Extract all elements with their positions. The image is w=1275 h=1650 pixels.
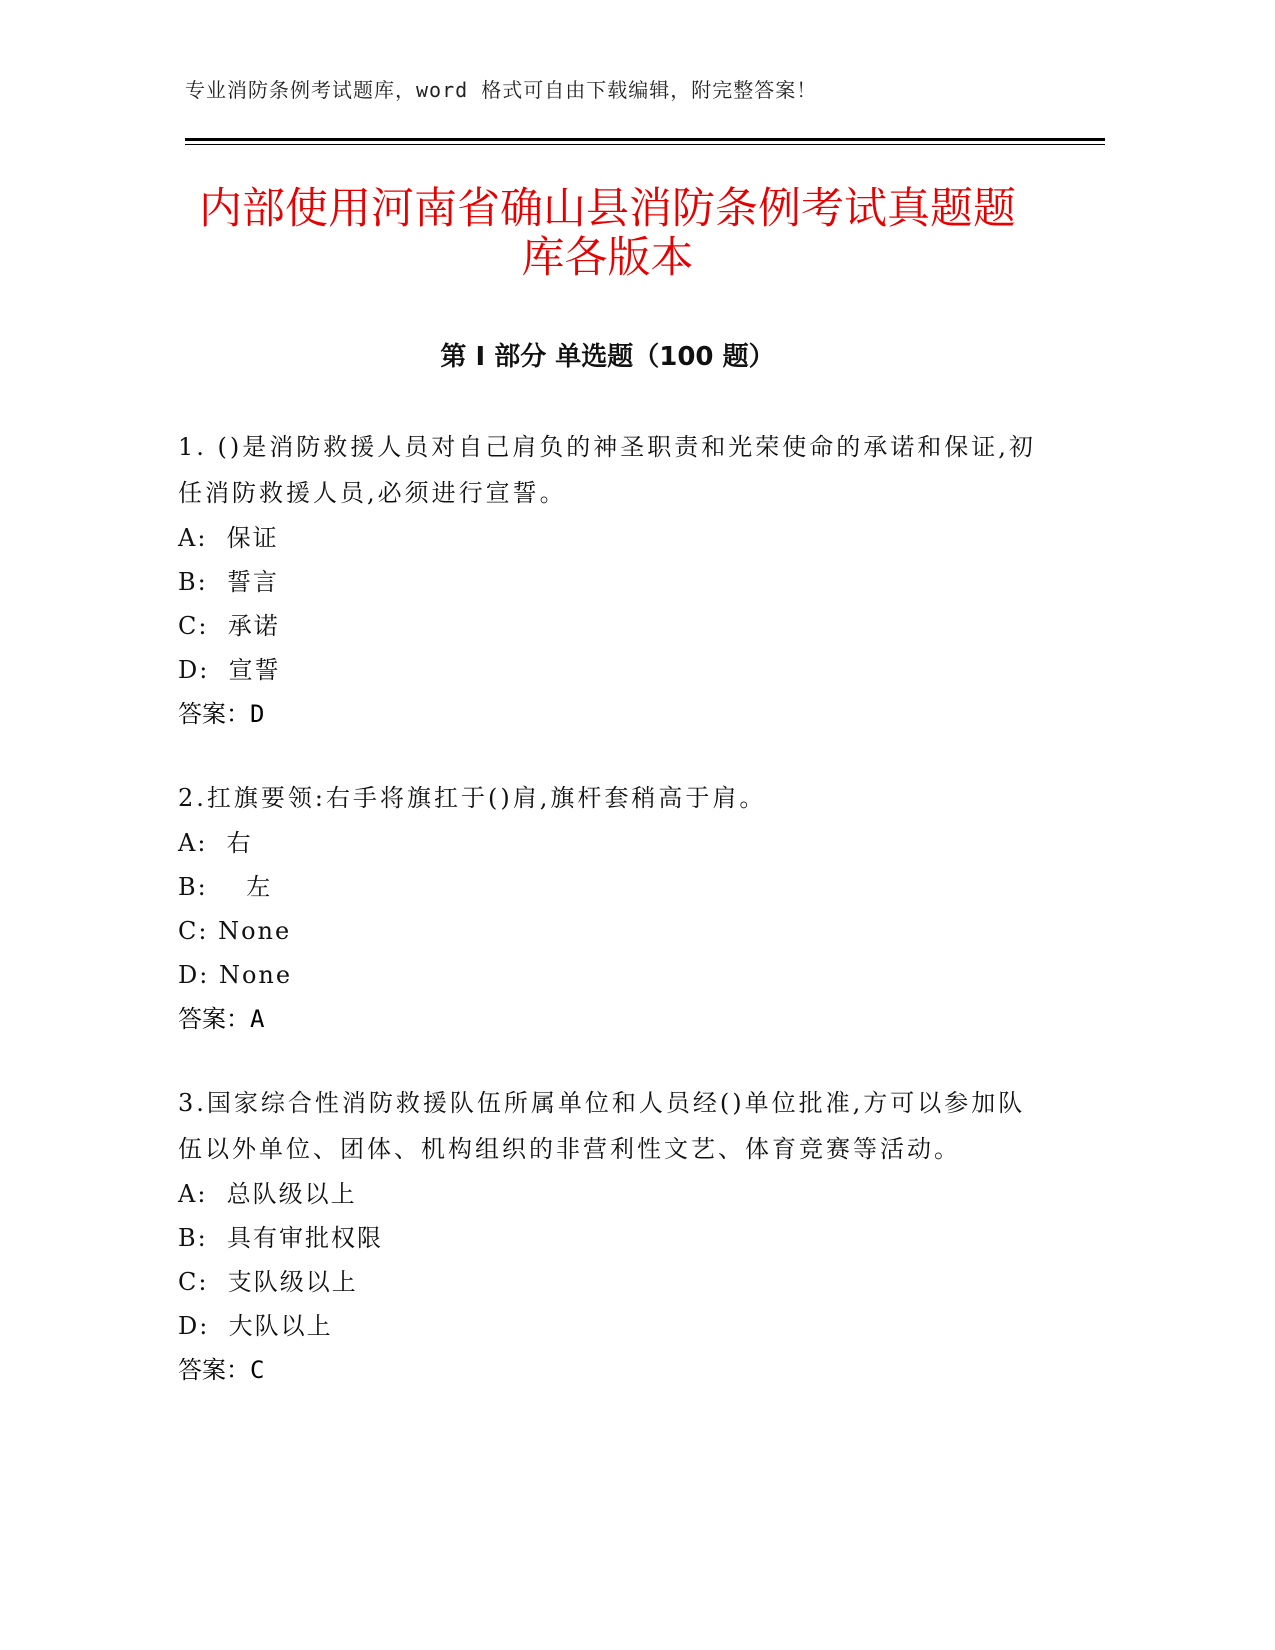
option-a: A: 保证 (178, 524, 279, 552)
answer-label: 答案： (178, 700, 250, 728)
answer-line (178, 1348, 1038, 1392)
answer-value: A (250, 1005, 265, 1033)
option-c: C: 承诺 (178, 612, 280, 640)
answer-value: D (250, 700, 265, 728)
answer-label: 答案： (178, 1005, 250, 1033)
option-b: B: 具有审批权限 (178, 1224, 383, 1252)
document-title-line-1: 内部使用河南省确山县消防条例考试真题题 (199, 184, 1016, 234)
document-title (185, 185, 1030, 283)
answer-value: C (250, 1356, 265, 1384)
question-3 (178, 1080, 1038, 1392)
answer-line (178, 692, 1038, 736)
question-stem: 3.国家综合性消防救援队伍所属单位和人员经()单位批准,方可以参加队伍以外单位、团体、机构组织的非营利性文艺、体育竞赛等活动。 (178, 1089, 1026, 1163)
answer-label: 答案： (178, 1356, 250, 1384)
header-divider-thin (185, 144, 1105, 145)
question-stem: 2.扛旗要领:右手将旗扛于()肩,旗杆套稍高于肩。 (178, 784, 767, 812)
question-stem: 1. ()是消防救援人员对自己肩负的神圣职责和光荣使命的承诺和保证,初任消防救援人员,必须进行宣誓。 (178, 433, 1036, 507)
option-a: A: 右 (178, 829, 253, 857)
option-c: C: None (178, 917, 292, 945)
answer-line (178, 997, 1038, 1041)
page-header: 专业消防条例考试题库，word 格式可自由下载编辑，附完整答案！ (185, 78, 818, 102)
option-a: A: 总队级以上 (178, 1180, 357, 1208)
question-1 (178, 424, 1038, 736)
section-heading: 第 I 部分 单选题（100 题） (440, 342, 775, 372)
question-2 (178, 775, 1038, 1041)
option-d: D: None (178, 961, 293, 989)
option-b: B: 左 (178, 873, 273, 901)
option-d: D: 宣誓 (178, 656, 281, 684)
option-d: D: 大队以上 (178, 1312, 333, 1340)
option-c: C: 支队级以上 (178, 1268, 358, 1296)
option-b: B: 誓言 (178, 568, 279, 596)
header-divider-thick (185, 138, 1105, 141)
document-title-line-2: 库各版本 (521, 233, 694, 283)
